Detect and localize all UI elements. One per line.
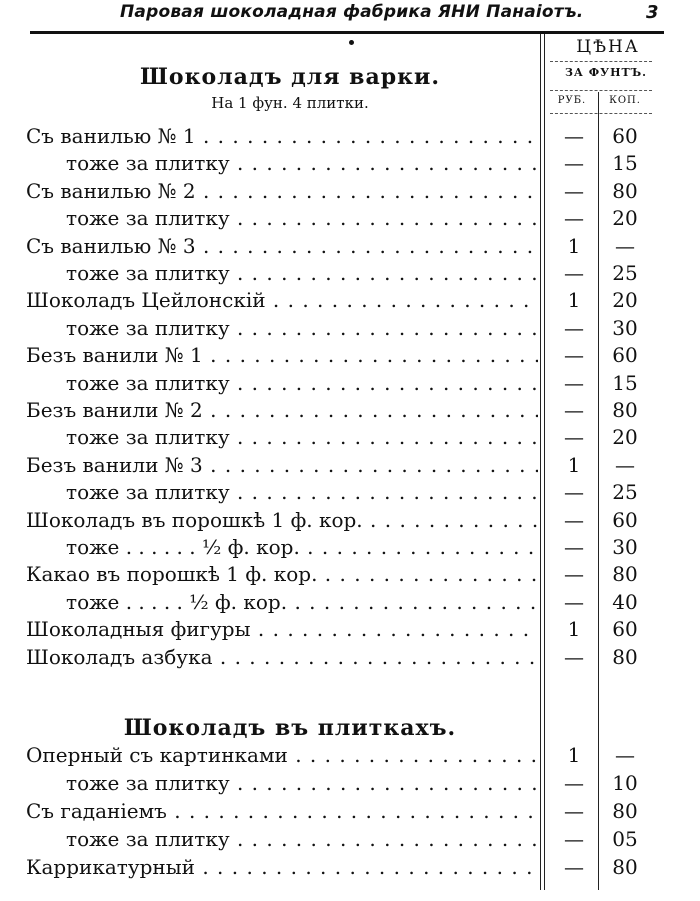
list-item bbox=[0, 742, 700, 769]
price-header-kop: КОП. bbox=[609, 95, 641, 106]
list-item bbox=[0, 233, 700, 260]
list-item bbox=[0, 342, 700, 369]
item-name: Каррикатурный . . . bbox=[26, 854, 538, 881]
item-price-kop: 30 bbox=[612, 315, 638, 340]
item-name: тоже за плитку . . . bbox=[66, 826, 538, 853]
section-title-bar-chocolate: Шоколадъ въ плиткахъ. bbox=[123, 715, 457, 741]
item-price-kop: — bbox=[615, 233, 635, 258]
item-name: Шоколадъ Цейлонскій . . . bbox=[26, 287, 538, 314]
list-item bbox=[0, 150, 700, 177]
item-price-kop: 80 bbox=[612, 644, 638, 669]
item-price-kop: — bbox=[615, 743, 635, 767]
item-price-rub: — bbox=[564, 370, 584, 395]
list-item bbox=[0, 798, 700, 825]
item-price-kop: 05 bbox=[612, 827, 638, 851]
item-price-rub: — bbox=[564, 771, 584, 795]
item-name: Съ ванилью № 2 . . . bbox=[26, 178, 538, 205]
item-price-rub: 1 bbox=[567, 452, 581, 477]
item-price-kop: 80 bbox=[612, 562, 638, 587]
item-price-rub: — bbox=[564, 827, 584, 851]
item-price-kop: 20 bbox=[612, 206, 638, 231]
item-price-kop: 25 bbox=[612, 261, 638, 285]
price-head-rule-2 bbox=[550, 90, 652, 91]
item-name: Шоколадныя фигуры . . . bbox=[26, 616, 538, 643]
item-name: тоже за плитку . . . bbox=[66, 370, 538, 397]
item-price-rub: — bbox=[564, 425, 584, 450]
item-price-rub: — bbox=[564, 315, 584, 340]
item-name: тоже . . . . . ½ ф. кор. . . . bbox=[66, 589, 538, 616]
list-item bbox=[0, 854, 700, 881]
item-price-rub: — bbox=[564, 855, 584, 879]
list-item bbox=[0, 287, 700, 314]
item-price-kop: 40 bbox=[612, 589, 638, 614]
item-price-rub: 1 bbox=[567, 233, 581, 258]
item-name: тоже за плитку . . . bbox=[66, 315, 538, 342]
item-price-kop: 30 bbox=[612, 535, 638, 559]
list-item bbox=[0, 178, 700, 205]
item-price-kop: 10 bbox=[612, 771, 638, 795]
list-item bbox=[0, 315, 700, 342]
list-item bbox=[0, 644, 700, 671]
list-item bbox=[0, 589, 700, 616]
item-name: тоже за плитку . . . bbox=[66, 424, 538, 451]
item-name: тоже за плитку . . . bbox=[66, 205, 538, 232]
item-price-rub: — bbox=[564, 589, 584, 614]
item-price-kop: 80 bbox=[612, 178, 638, 203]
price-head-rule-1 bbox=[550, 61, 652, 62]
item-price-rub: 1 bbox=[567, 617, 581, 642]
list-item bbox=[0, 260, 700, 287]
item-price-kop: 60 bbox=[612, 343, 638, 368]
printer-dot bbox=[349, 40, 354, 45]
item-price-kop: 15 bbox=[612, 151, 638, 176]
item-name: тоже за плитку . . . bbox=[66, 150, 538, 177]
item-price-rub: — bbox=[564, 151, 584, 176]
item-price-rub: — bbox=[564, 535, 584, 559]
item-name: тоже за плитку . . . bbox=[66, 770, 538, 797]
item-price-rub: — bbox=[564, 398, 584, 422]
item-price-kop: 80 bbox=[612, 855, 638, 879]
item-price-rub: — bbox=[564, 124, 584, 148]
section-title-boiling-chocolate: Шоколадъ для варки. bbox=[140, 64, 440, 90]
item-price-rub: — bbox=[564, 562, 584, 587]
item-price-rub: — bbox=[564, 507, 584, 532]
item-name: Шоколадъ азбука . . . bbox=[26, 644, 538, 671]
list-item bbox=[0, 534, 700, 561]
item-price-rub: 1 bbox=[567, 288, 581, 313]
price-header-unit: ЗА ФУНТЪ. bbox=[564, 66, 647, 79]
header-rule bbox=[30, 31, 664, 34]
item-price-rub: — bbox=[564, 343, 584, 368]
list-item bbox=[0, 507, 700, 534]
list-item bbox=[0, 770, 700, 797]
list-item bbox=[0, 826, 700, 853]
item-name: тоже за плитку . . . bbox=[66, 260, 538, 287]
item-price-rub: — bbox=[564, 480, 584, 505]
page-header bbox=[0, 0, 700, 30]
list-item bbox=[0, 616, 700, 643]
section-subtitle: На 1 фун. 4 плитки. bbox=[211, 94, 369, 112]
item-name: тоже за плитку . . . bbox=[66, 479, 538, 506]
item-price-rub: — bbox=[564, 206, 584, 231]
item-price-kop: 80 bbox=[612, 799, 638, 823]
item-price-kop: — bbox=[615, 452, 635, 477]
list-item bbox=[0, 123, 700, 150]
price-header-rub: РУБ. bbox=[557, 95, 587, 106]
item-price-rub: 1 bbox=[567, 743, 581, 767]
running-title: Паровая шоколадная фабрика ЯНИ Панаіотъ. bbox=[120, 2, 584, 22]
item-price-rub: — bbox=[564, 799, 584, 823]
item-price-kop: 15 bbox=[612, 370, 638, 395]
price-head-rule-3 bbox=[550, 113, 652, 114]
list-item bbox=[0, 205, 700, 232]
item-name: Безъ ванили № 3 . . . bbox=[26, 452, 538, 479]
item-price-kop: 20 bbox=[612, 425, 638, 450]
item-name: Оперный съ картинками . . . bbox=[26, 742, 538, 769]
item-name: Съ ванилью № 1 . . . bbox=[26, 123, 538, 150]
item-name: Безъ ванили № 1 . . . bbox=[26, 342, 538, 369]
item-name: тоже . . . . . . ½ ф. кор. . . . bbox=[66, 534, 538, 561]
list-item bbox=[0, 370, 700, 397]
item-price-rub: — bbox=[564, 261, 584, 285]
item-price-kop: 20 bbox=[612, 288, 638, 313]
item-price-kop: 60 bbox=[612, 124, 638, 148]
item-name: Съ ванилью № 3 . . . bbox=[26, 233, 538, 260]
item-price-rub: — bbox=[564, 644, 584, 669]
list-item bbox=[0, 397, 700, 424]
page-number: 3 bbox=[646, 2, 659, 23]
list-item bbox=[0, 452, 700, 479]
item-price-kop: 60 bbox=[612, 507, 638, 532]
price-header-title: ЦѢНА bbox=[576, 37, 640, 57]
item-name: Шоколадъ въ порошкѣ 1 ф. кор. . . . bbox=[26, 507, 538, 534]
item-name: Безъ ванили № 2 . . . bbox=[26, 397, 538, 424]
list-item bbox=[0, 479, 700, 506]
item-price-rub: — bbox=[564, 178, 584, 203]
item-price-kop: 60 bbox=[612, 617, 638, 642]
list-item bbox=[0, 424, 700, 451]
item-price-kop: 80 bbox=[612, 398, 638, 422]
list-item bbox=[0, 561, 700, 588]
item-name: Съ гаданіемъ . . . bbox=[26, 798, 538, 825]
item-price-kop: 25 bbox=[612, 480, 638, 505]
item-name: Какао въ порошкѣ 1 ф. кор. . . . bbox=[26, 561, 538, 588]
